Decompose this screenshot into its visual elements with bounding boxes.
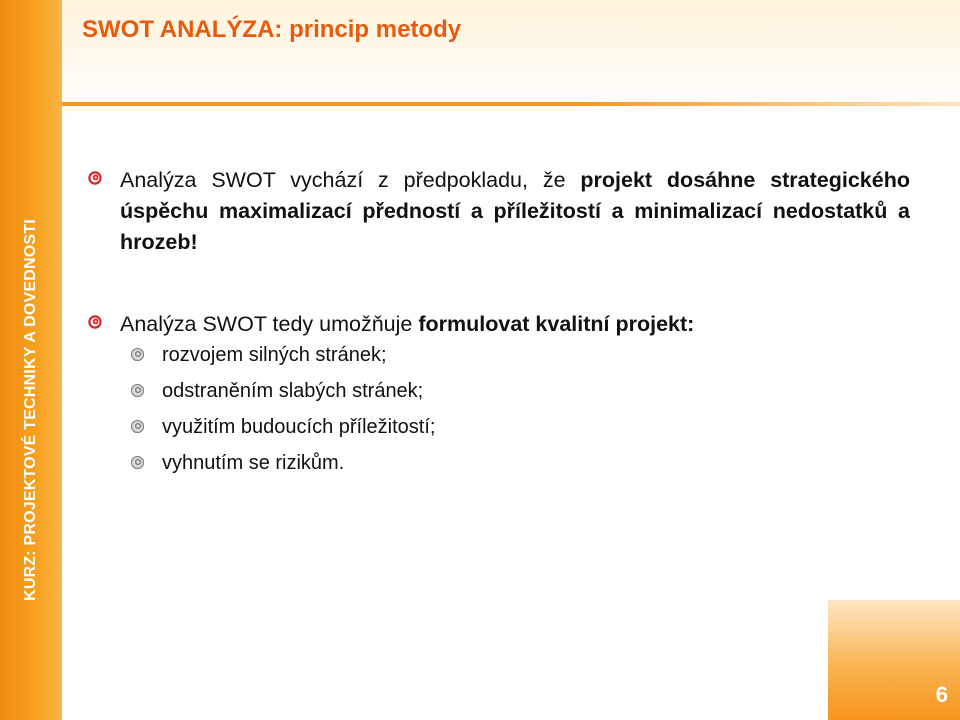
sub-bullet-text: vyhnutím se rizikům. xyxy=(162,452,345,474)
swirl-sub-bullet-icon xyxy=(130,347,145,362)
bullet-text-plain: Analýza SWOT tedy umožňuje xyxy=(120,312,419,336)
bullet-text xyxy=(120,165,910,258)
bullet-text xyxy=(120,309,910,340)
bullet-text-plain: Analýza SWOT vychází z předpokladu, že xyxy=(120,168,581,192)
swirl-bullet-icon xyxy=(88,315,102,329)
course-label: KURZ: PROJEKTOVÉ TECHNIKY A DOVEDNOSTI xyxy=(22,219,39,601)
swirl-sub-bullet-icon xyxy=(130,419,145,434)
slide-title: SWOT ANALÝZA: princip metody xyxy=(82,16,462,43)
swirl-bullet-icon xyxy=(88,171,102,185)
page-corner xyxy=(828,600,960,720)
bullet-item xyxy=(88,165,910,258)
side-bar xyxy=(0,0,62,720)
title-underline xyxy=(62,102,960,106)
bullet-text-bold: projekt dosáhne strategického úspěchu maximalizací předností a příležitostí a minimalizací nedostatků a hrozeb! xyxy=(120,168,910,254)
sub-bullet-item xyxy=(130,448,344,478)
sub-bullet-item xyxy=(130,412,435,442)
page-number: 6 xyxy=(935,682,948,707)
swirl-sub-bullet-icon xyxy=(130,383,145,398)
sub-bullet-text: odstraněním slabých stránek; xyxy=(162,380,424,402)
sub-bullet-text: využitím budoucích příležitostí; xyxy=(162,416,436,438)
sub-bullet-text: rozvojem silných stránek; xyxy=(162,344,387,366)
sub-bullet-item xyxy=(130,340,387,370)
swirl-sub-bullet-icon xyxy=(130,455,145,470)
sub-bullet-item xyxy=(130,376,423,406)
bullet-text-bold: formulovat kvalitní projekt: xyxy=(418,312,695,336)
bullet-item xyxy=(88,309,910,340)
